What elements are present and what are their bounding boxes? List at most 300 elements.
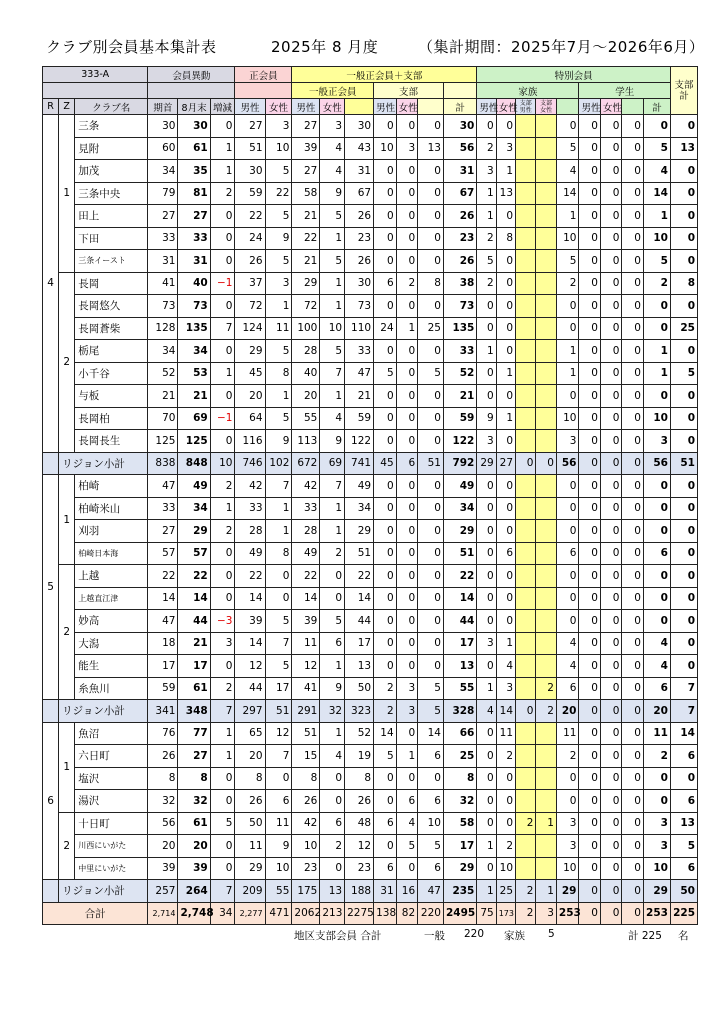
value-cell: 29 <box>477 452 496 475</box>
value-cell <box>516 362 536 385</box>
value-cell: 0 <box>600 317 622 340</box>
value-cell: 0 <box>622 407 644 430</box>
value-cell: 2275 <box>345 902 374 925</box>
value-cell: 0 <box>210 430 235 453</box>
table-row <box>43 767 698 790</box>
value-cell: 5 <box>265 340 292 363</box>
value-cell: 0 <box>374 520 397 543</box>
value-cell: 173 <box>496 902 515 925</box>
value-cell: 33 <box>148 497 178 520</box>
value-cell: 672 <box>292 452 320 475</box>
value-cell: 3 <box>477 632 496 655</box>
value-cell: 0 <box>622 722 644 745</box>
value-cell: 0 <box>643 587 670 610</box>
value-cell: 0 <box>643 317 670 340</box>
value-cell: 56 <box>148 812 178 835</box>
value-cell: 122 <box>345 430 374 453</box>
value-cell: 20 <box>556 700 579 723</box>
value-cell: 25 <box>443 745 476 768</box>
value-cell <box>516 205 536 228</box>
value-cell: 0 <box>579 565 601 588</box>
value-cell: 39 <box>292 610 320 633</box>
value-cell: 7 <box>210 317 235 340</box>
value-cell: 0 <box>496 475 515 498</box>
value-cell: 0 <box>670 475 697 498</box>
value-cell: 8 <box>148 767 178 790</box>
value-cell: 0 <box>622 610 644 633</box>
value-cell: 2 <box>374 677 397 700</box>
value-cell: 0 <box>600 452 622 475</box>
value-cell: 1 <box>265 520 292 543</box>
value-cell <box>516 407 536 430</box>
value-cell: 14 <box>374 722 397 745</box>
value-cell: 40 <box>178 272 210 295</box>
value-cell: 125 <box>148 430 178 453</box>
value-cell: 11 <box>496 722 515 745</box>
value-cell: 34 <box>178 340 210 363</box>
value-cell: 27 <box>292 160 320 183</box>
value-cell: 741 <box>345 452 374 475</box>
value-cell: 0 <box>600 677 622 700</box>
value-cell: 48 <box>345 812 374 835</box>
value-cell <box>536 205 556 228</box>
value-cell: 0 <box>320 565 345 588</box>
value-cell: 0 <box>320 857 345 880</box>
value-cell: −1 <box>210 272 235 295</box>
value-cell: 0 <box>600 520 622 543</box>
value-cell: 0 <box>600 407 622 430</box>
value-cell <box>536 272 556 295</box>
value-cell: 61 <box>178 677 210 700</box>
value-cell: 0 <box>579 722 601 745</box>
value-cell: 5 <box>670 835 697 858</box>
value-cell: 6 <box>396 790 418 813</box>
value-cell: 50 <box>235 812 265 835</box>
value-cell: 0 <box>477 565 496 588</box>
value-cell: 0 <box>210 565 235 588</box>
value-cell: 2 <box>496 745 515 768</box>
value-cell <box>536 475 556 498</box>
value-cell: 11 <box>265 317 292 340</box>
value-cell: 4 <box>496 655 515 678</box>
value-cell: 51 <box>292 722 320 745</box>
value-cell: 0 <box>396 767 418 790</box>
club-name: 十日町 <box>75 812 148 835</box>
value-cell: 0 <box>556 475 579 498</box>
value-cell: 34 <box>443 497 476 520</box>
table-row <box>43 520 698 543</box>
value-cell: 0 <box>622 587 644 610</box>
value-cell: 0 <box>374 227 397 250</box>
value-cell: 0 <box>477 317 496 340</box>
value-cell: 6 <box>418 857 444 880</box>
value-cell: 5 <box>418 835 444 858</box>
value-cell: 1 <box>320 227 345 250</box>
value-cell: 5 <box>418 677 444 700</box>
value-cell: 746 <box>235 452 265 475</box>
value-cell: 0 <box>670 610 697 633</box>
value-cell: 0 <box>374 160 397 183</box>
value-cell: 1 <box>265 497 292 520</box>
value-cell: 11 <box>235 835 265 858</box>
value-cell: 44 <box>178 610 210 633</box>
value-cell <box>516 542 536 565</box>
value-cell: 67 <box>345 182 374 205</box>
value-cell: 0 <box>600 205 622 228</box>
value-cell: 0 <box>396 587 418 610</box>
value-cell: 8 <box>235 767 265 790</box>
value-cell: 32 <box>443 790 476 813</box>
value-cell: 0 <box>396 115 418 138</box>
table-row <box>43 430 698 453</box>
value-cell: 29 <box>443 857 476 880</box>
value-cell: 0 <box>210 767 235 790</box>
value-cell: 0 <box>418 610 444 633</box>
value-cell: 23 <box>292 857 320 880</box>
table-row <box>43 407 698 430</box>
value-cell <box>516 182 536 205</box>
value-cell: 0 <box>210 115 235 138</box>
value-cell: 51 <box>345 542 374 565</box>
value-cell: 6 <box>320 632 345 655</box>
value-cell: 2,714 <box>148 902 178 925</box>
value-cell: 7 <box>265 632 292 655</box>
value-cell: 22 <box>345 565 374 588</box>
value-cell: 0 <box>556 115 579 138</box>
value-cell: 31 <box>345 160 374 183</box>
value-cell: 0 <box>579 902 601 925</box>
value-cell: 21 <box>148 385 178 408</box>
value-cell: 0 <box>210 250 235 273</box>
table-row <box>43 812 698 835</box>
value-cell: 17 <box>443 632 476 655</box>
value-cell: 30 <box>345 272 374 295</box>
value-cell: 0 <box>579 587 601 610</box>
club-name: 長岡長生 <box>75 430 148 453</box>
club-name: 柏崎日本海 <box>75 542 148 565</box>
value-cell <box>516 677 536 700</box>
value-cell: 26 <box>345 205 374 228</box>
value-cell: 0 <box>418 205 444 228</box>
value-cell: 0 <box>579 610 601 633</box>
value-cell: 3 <box>496 137 515 160</box>
value-cell: 1 <box>556 205 579 228</box>
value-cell: 0 <box>579 497 601 520</box>
value-cell: 0 <box>600 722 622 745</box>
value-cell: 9 <box>265 835 292 858</box>
value-cell: 13 <box>443 655 476 678</box>
value-cell: 2 <box>374 700 397 723</box>
value-cell: 0 <box>622 902 644 925</box>
value-cell: 28 <box>235 520 265 543</box>
value-cell: 52 <box>345 722 374 745</box>
table-row <box>43 385 698 408</box>
value-cell: 0 <box>374 565 397 588</box>
value-cell: 34 <box>178 497 210 520</box>
value-cell: 39 <box>178 857 210 880</box>
value-cell: 0 <box>418 430 444 453</box>
value-cell: 69 <box>178 407 210 430</box>
value-cell: 11 <box>556 722 579 745</box>
movement-header: 会員異動 <box>148 67 235 83</box>
value-cell <box>516 430 536 453</box>
value-cell <box>516 632 536 655</box>
value-cell: 14 <box>496 700 515 723</box>
value-cell: 27 <box>148 205 178 228</box>
value-cell: 0 <box>210 295 235 318</box>
value-cell: 10 <box>643 857 670 880</box>
value-cell: 0 <box>496 115 515 138</box>
value-cell <box>536 722 556 745</box>
value-cell: 0 <box>418 520 444 543</box>
value-cell <box>536 362 556 385</box>
value-cell: 0 <box>622 430 644 453</box>
value-cell <box>516 835 536 858</box>
value-cell: 3 <box>265 115 292 138</box>
value-cell: 0 <box>496 317 515 340</box>
value-cell: 0 <box>579 745 601 768</box>
table-row <box>43 587 698 610</box>
value-cell: 1 <box>320 655 345 678</box>
value-cell: 0 <box>477 115 496 138</box>
value-cell: 0 <box>579 632 601 655</box>
value-cell: 0 <box>622 115 644 138</box>
value-cell <box>536 385 556 408</box>
value-cell: 1 <box>477 182 496 205</box>
value-cell: 10 <box>210 452 235 475</box>
value-cell: 14 <box>235 632 265 655</box>
value-cell: 0 <box>556 520 579 543</box>
value-cell: 0 <box>477 857 496 880</box>
club-name: 小千谷 <box>75 362 148 385</box>
value-cell: 2 <box>320 542 345 565</box>
value-cell: 25 <box>496 880 515 903</box>
value-cell: 9 <box>265 227 292 250</box>
value-cell: 9 <box>265 430 292 453</box>
value-cell: 0 <box>396 205 418 228</box>
value-cell: 0 <box>579 295 601 318</box>
zone-cell: 2 <box>59 812 75 880</box>
club-name: 能生 <box>75 655 148 678</box>
value-cell: 2 <box>477 272 496 295</box>
value-cell: 23 <box>345 227 374 250</box>
value-cell: 26 <box>443 250 476 273</box>
club-name: 下田 <box>75 227 148 250</box>
branch-header: 支部 <box>374 83 444 99</box>
value-cell: 0 <box>477 362 496 385</box>
value-cell: 10 <box>374 137 397 160</box>
value-cell: 14 <box>418 722 444 745</box>
value-cell: 0 <box>477 295 496 318</box>
table-row <box>43 340 698 363</box>
value-cell: 49 <box>178 475 210 498</box>
value-cell: 6 <box>374 857 397 880</box>
value-cell: 0 <box>477 587 496 610</box>
value-cell: 4 <box>320 160 345 183</box>
table-row <box>43 745 698 768</box>
value-cell: 0 <box>670 160 697 183</box>
value-cell: 26 <box>443 205 476 228</box>
value-cell: 0 <box>396 475 418 498</box>
value-cell: 0 <box>477 520 496 543</box>
value-cell: 33 <box>292 497 320 520</box>
club-name: 上越 <box>75 565 148 588</box>
value-cell: 1 <box>496 362 515 385</box>
value-cell: 8 <box>292 767 320 790</box>
value-cell: 7 <box>670 700 697 723</box>
value-cell: 2 <box>556 272 579 295</box>
value-cell: 53 <box>178 362 210 385</box>
value-cell <box>536 790 556 813</box>
value-cell: 0 <box>579 767 601 790</box>
value-cell: 22 <box>235 205 265 228</box>
value-cell: 13 <box>320 880 345 903</box>
club-name: 長岡悠久 <box>75 295 148 318</box>
value-cell: 3 <box>396 677 418 700</box>
club-name: 長岡蒼柴 <box>75 317 148 340</box>
footer-general-label: 一般 <box>424 930 445 942</box>
value-cell: 0 <box>477 610 496 633</box>
value-cell: 0 <box>600 542 622 565</box>
value-cell: 0 <box>579 137 601 160</box>
value-cell: 5 <box>210 812 235 835</box>
value-cell: 0 <box>670 587 697 610</box>
value-cell: 5 <box>265 205 292 228</box>
value-cell: 253 <box>643 902 670 925</box>
value-cell: 7 <box>670 677 697 700</box>
value-cell: 5 <box>265 655 292 678</box>
value-cell: 44 <box>345 610 374 633</box>
value-cell: 0 <box>600 902 622 925</box>
value-cell: 33 <box>178 227 210 250</box>
value-cell: 10 <box>265 137 292 160</box>
value-cell: 12 <box>265 722 292 745</box>
value-cell: 60 <box>148 137 178 160</box>
value-cell: 0 <box>556 587 579 610</box>
value-cell: 5 <box>418 362 444 385</box>
club-name: 湯沢 <box>75 790 148 813</box>
table-row <box>43 632 698 655</box>
value-cell: 3 <box>556 835 579 858</box>
value-cell: 65 <box>235 722 265 745</box>
value-cell: 22 <box>178 565 210 588</box>
value-cell: 27 <box>178 745 210 768</box>
value-cell: 0 <box>579 520 601 543</box>
value-cell: 0 <box>210 385 235 408</box>
value-cell <box>536 610 556 633</box>
value-cell: 30 <box>235 160 265 183</box>
value-cell: 1 <box>210 137 235 160</box>
value-cell: 32 <box>178 790 210 813</box>
value-cell: 26 <box>292 790 320 813</box>
male-header: 男性 <box>477 99 496 115</box>
value-cell: 5 <box>556 137 579 160</box>
value-cell: 0 <box>622 385 644 408</box>
value-cell: 257 <box>148 880 178 903</box>
value-cell: 10 <box>292 835 320 858</box>
value-cell <box>516 497 536 520</box>
value-cell: 29 <box>643 880 670 903</box>
value-cell: 0 <box>622 452 644 475</box>
subtotal-row <box>43 452 698 475</box>
value-cell: 6 <box>396 452 418 475</box>
value-cell <box>536 250 556 273</box>
branch-total-header: 支部計 <box>670 67 697 115</box>
value-cell: 0 <box>477 722 496 745</box>
value-cell: 0 <box>600 475 622 498</box>
value-cell: 16 <box>396 880 418 903</box>
value-cell: 17 <box>178 655 210 678</box>
value-cell: 23 <box>443 227 476 250</box>
value-cell: 7 <box>210 880 235 903</box>
value-cell: 2 <box>516 812 536 835</box>
value-cell: 0 <box>496 272 515 295</box>
value-cell <box>536 182 556 205</box>
family-header: 家族 <box>477 83 579 99</box>
value-cell: 0 <box>600 160 622 183</box>
value-cell: 31 <box>374 880 397 903</box>
value-cell <box>536 565 556 588</box>
value-cell: 0 <box>600 767 622 790</box>
start-header: 期首 <box>148 99 178 115</box>
table-row <box>43 835 698 858</box>
value-cell: 0 <box>516 700 536 723</box>
club-name: 見附 <box>75 137 148 160</box>
value-cell: 0 <box>600 655 622 678</box>
value-cell: 39 <box>292 137 320 160</box>
value-cell: 20 <box>148 835 178 858</box>
value-cell: 0 <box>622 340 644 363</box>
footer-general-value: 220 <box>464 928 485 940</box>
value-cell: 0 <box>496 497 515 520</box>
general-header: 一般正会員 <box>292 83 374 99</box>
title-main: クラブ別会員基本集計表 <box>46 38 217 56</box>
value-cell: 8 <box>496 227 515 250</box>
value-cell: 0 <box>496 385 515 408</box>
value-cell: 50 <box>670 880 697 903</box>
value-cell: 0 <box>600 430 622 453</box>
value-cell: 2 <box>536 677 556 700</box>
value-cell: 0 <box>643 520 670 543</box>
value-cell: −1 <box>210 407 235 430</box>
value-cell: 32 <box>148 790 178 813</box>
value-cell: 264 <box>178 880 210 903</box>
value-cell: 135 <box>443 317 476 340</box>
value-cell: 6 <box>418 745 444 768</box>
value-cell: 1 <box>320 272 345 295</box>
value-cell: 0 <box>210 340 235 363</box>
club-name: 妙高 <box>75 610 148 633</box>
club-name: 中里にいがた <box>75 857 148 880</box>
value-cell: 29 <box>235 857 265 880</box>
value-cell: 0 <box>396 542 418 565</box>
value-cell: 0 <box>600 812 622 835</box>
value-cell: 225 <box>670 902 697 925</box>
value-cell: 79 <box>148 182 178 205</box>
value-cell: 4 <box>396 812 418 835</box>
value-cell: 8 <box>345 767 374 790</box>
district-label: 333-A <box>43 67 148 83</box>
value-cell: 0 <box>265 587 292 610</box>
value-cell: 0 <box>622 520 644 543</box>
table-row <box>43 610 698 633</box>
value-cell <box>516 160 536 183</box>
value-cell: 51 <box>265 700 292 723</box>
value-cell: 1 <box>265 385 292 408</box>
value-cell: 8 <box>418 272 444 295</box>
value-cell: 0 <box>670 182 697 205</box>
value-cell: 2 <box>496 835 515 858</box>
